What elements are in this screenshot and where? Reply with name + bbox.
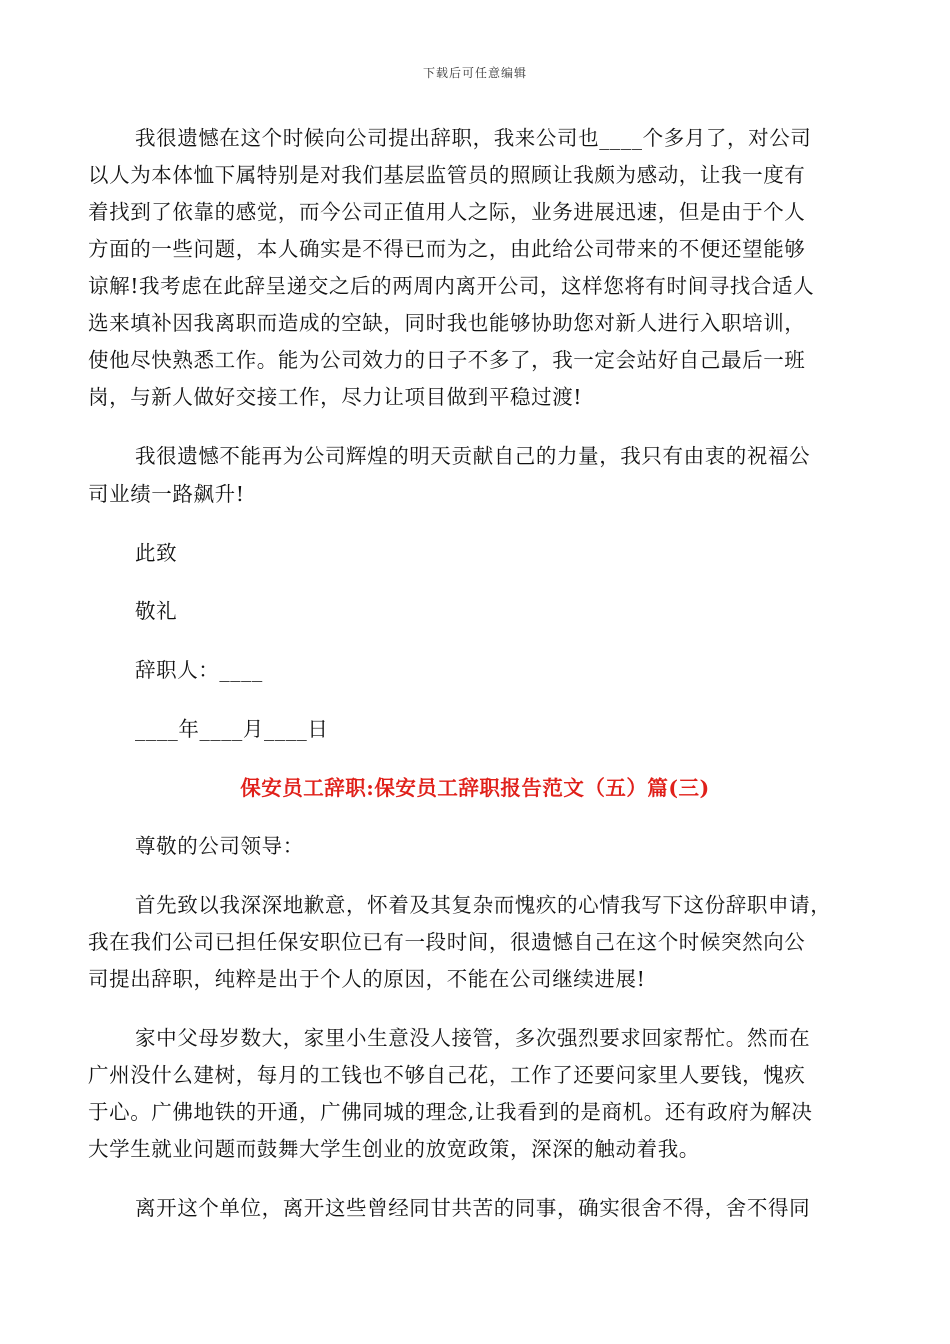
page-header-note: 下载后可任意编辑 bbox=[422, 66, 527, 80]
paragraph-line: 使他尽快熟悉工作。能为公司效力的日子不多了，我一定会站好自己最后一班 bbox=[88, 348, 806, 372]
paragraph-line: 司业绩一路飙升! bbox=[88, 482, 245, 506]
paragraph-line: 我在我们公司已担任保安职位已有一段时间，很遗憾自己在这个时候突然向公 bbox=[88, 930, 806, 954]
paragraph-line: 方面的一些问题，本人确实是不得已而为之，由此给公司带来的不便还望能够 bbox=[88, 237, 806, 261]
paragraph-line: 家中父母岁数大，家里小生意没人接管，多次强烈要求回家帮忙。然而在 bbox=[135, 1026, 811, 1050]
paragraph-line: 我很遗憾不能再为公司辉煌的明天贡献自己的力量，我只有由衷的祝福公 bbox=[135, 444, 811, 468]
paragraph-line: 首先致以我深深地歉意，怀着及其复杂而愧疚的心情我写下这份辞职申请， bbox=[135, 893, 832, 917]
paragraph-line: 着找到了依靠的感觉，而今公司正值用人之际，业务进展迅速，但是由于个人 bbox=[88, 200, 806, 224]
paragraph-line: 我很遗憾在这个时候向公司提出辞职，我来公司也____个多月了，对公司 bbox=[135, 126, 812, 150]
date-line: ____年____月____日 bbox=[135, 717, 329, 741]
closing-salutation: 此致 bbox=[135, 541, 178, 565]
paragraph-line: 以人为本体恤下属特别是对我们基层监管员的照顾让我颇为感动，让我一度有 bbox=[88, 163, 806, 187]
paragraph-line: 于心。广佛地铁的开通，广佛同城的理念,让我看到的是商机。还有政府为解决 bbox=[88, 1100, 813, 1124]
greeting-line: 尊敬的公司领导： bbox=[135, 834, 304, 858]
paragraph-line: 谅解!我考虑在此辞呈递交之后的两周内离开公司，这样您将有时间寻找合适人 bbox=[88, 274, 815, 298]
paragraph-line: 岗，与新人做好交接工作，尽力让项目做到平稳过渡! bbox=[88, 385, 583, 409]
paragraph-line: 司提出辞职，纯粹是出于个人的原因，不能在公司继续进展! bbox=[88, 967, 646, 991]
section-title: 保安员工辞职:保安员工辞职报告范文（五）篇(三) bbox=[240, 776, 710, 800]
paragraph-line: 离开这个单位，离开这些曾经同甘共苦的同事，确实很舍不得，舍不得同 bbox=[135, 1196, 811, 1220]
signature-line: 辞职人：____ bbox=[135, 658, 263, 682]
paragraph-line: 广州没什么建树，每月的工钱也不够自己花，工作了还要问家里人要钱，愧疚 bbox=[88, 1063, 806, 1087]
paragraph-line: 选来填补因我离职而造成的空缺，同时我也能够协助您对新人进行入职培训， bbox=[88, 311, 806, 335]
paragraph-line: 大学生就业问题而鼓舞大学生创业的放宽政策，深深的触动着我。 bbox=[88, 1137, 700, 1161]
closing-regards: 敬礼 bbox=[135, 599, 178, 623]
